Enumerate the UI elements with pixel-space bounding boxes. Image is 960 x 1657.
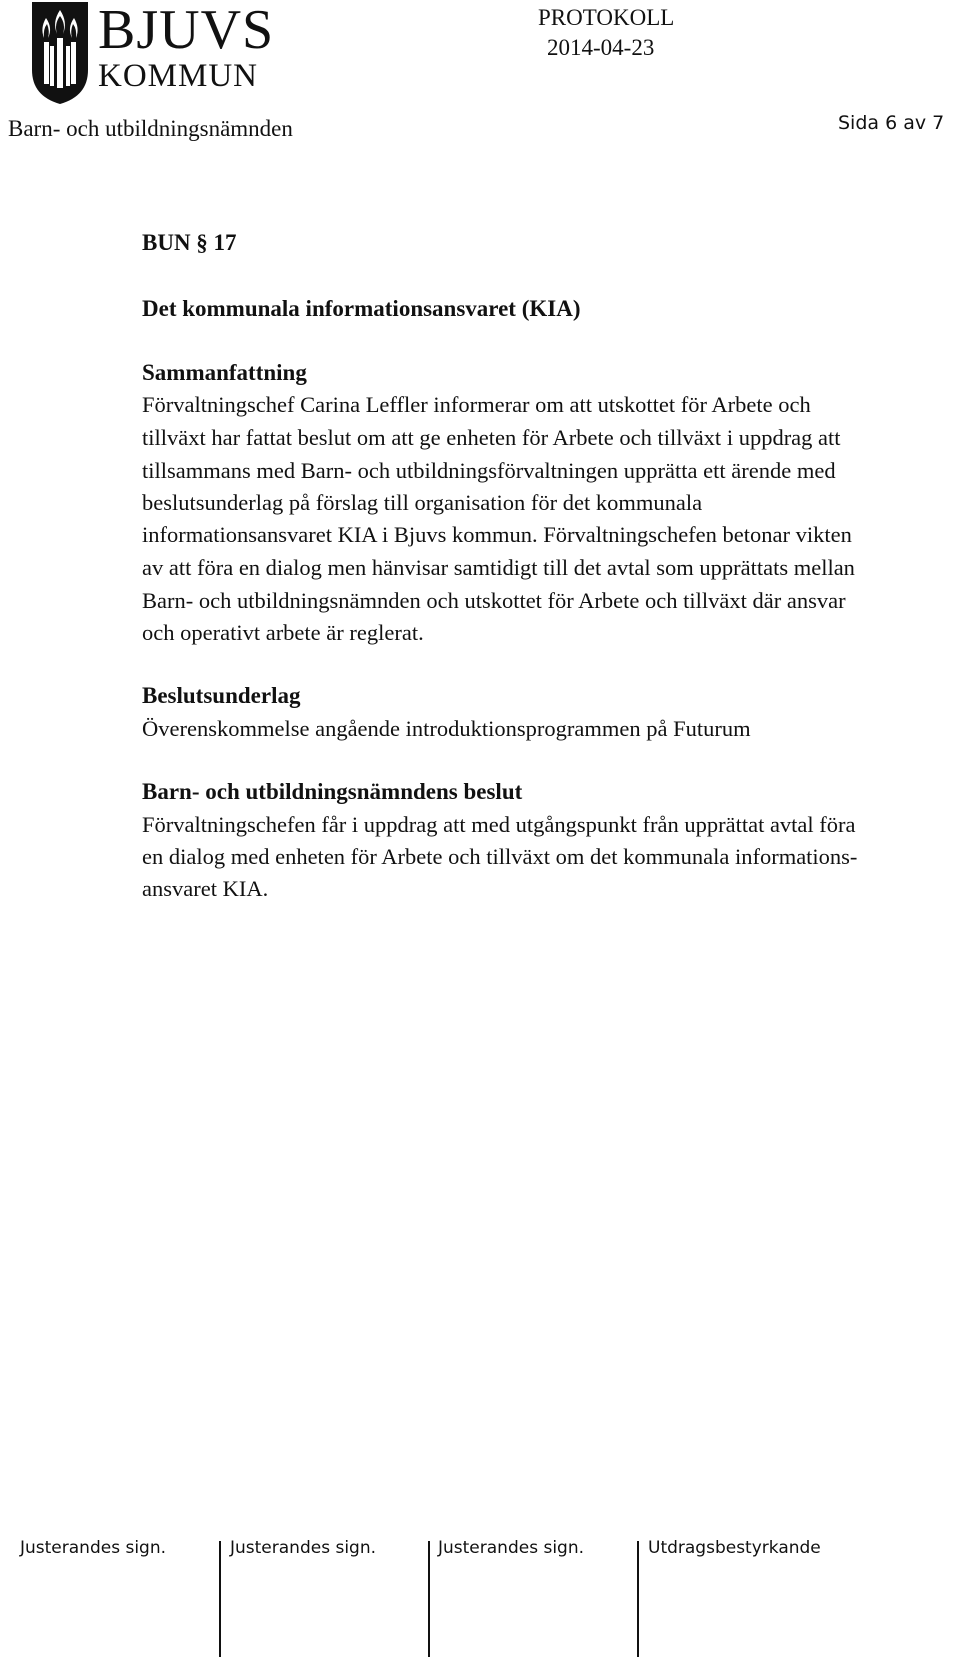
summary-line: tillväxt har fattat beslut om att ge enheten för Arbete och tillväxt i uppdrag att	[142, 425, 841, 450]
signature-label: Justerandes sign.	[20, 1538, 167, 1558]
signature-label: Justerandes sign.	[438, 1538, 585, 1558]
summary-heading: Sammanfattning	[142, 360, 307, 385]
signature-label: Justerandes sign.	[230, 1538, 377, 1558]
page-indicator: Sida 6 av 7	[838, 112, 945, 134]
section-title: Det kommunala informationsansvaret (KIA)	[142, 296, 581, 321]
summary-line: av att föra en dialog men hänvisar samtidigt till det avtal som upprättats mellan	[142, 555, 855, 580]
certification-label: Utdragsbestyrkande	[648, 1538, 821, 1558]
decision-heading: Barn- och utbildningsnämndens beslut	[142, 779, 523, 804]
department-name: Barn- och utbildningsnämnden	[8, 116, 293, 141]
summary-line: och operativt arbete är reglerat.	[142, 620, 424, 645]
decision-line: en dialog med enheten för Arbete och tillväxt om det kommunala informations-	[142, 844, 858, 869]
document-date: 2014-04-23	[547, 35, 655, 60]
paragraph-number: BUN § 17	[142, 230, 237, 255]
signature-divider	[219, 1541, 221, 1657]
signature-divider	[428, 1541, 430, 1657]
summary-line: tillsammans med Barn- och utbildningsförvaltningen upprätta ett ärende med	[142, 458, 836, 483]
basis-text: Överenskommelse angående introduktionsprogrammen på Futurum	[142, 716, 751, 741]
municipality-logo	[30, 0, 275, 110]
basis-heading: Beslutsunderlag	[142, 683, 301, 708]
logo-wordmark-top: BJUVS	[98, 0, 275, 61]
summary-line: beslutsunderlag på förslag till organisation för det kommunala	[142, 490, 703, 515]
summary-line: informationsansvaret KIA i Bjuvs kommun. Förvaltningschefen betonar vikten	[142, 522, 852, 547]
summary-line: Förvaltningschef Carina Leffler informerar om att utskottet för Arbete och	[142, 392, 811, 417]
summary-line: Barn- och utbildningsnämnden och utskottet för Arbete och tillväxt där ansvar	[142, 588, 846, 613]
decision-line: ansvaret KIA.	[142, 876, 269, 901]
logo-wordmark-bottom: KOMMUN	[98, 58, 259, 94]
document-type: PROTOKOLL	[538, 5, 675, 30]
torch-emblem-icon	[30, 0, 90, 106]
decision-line: Förvaltningschefen får i uppdrag att med utgångspunkt från upprättat avtal föra	[142, 812, 856, 837]
signature-divider	[637, 1541, 639, 1657]
